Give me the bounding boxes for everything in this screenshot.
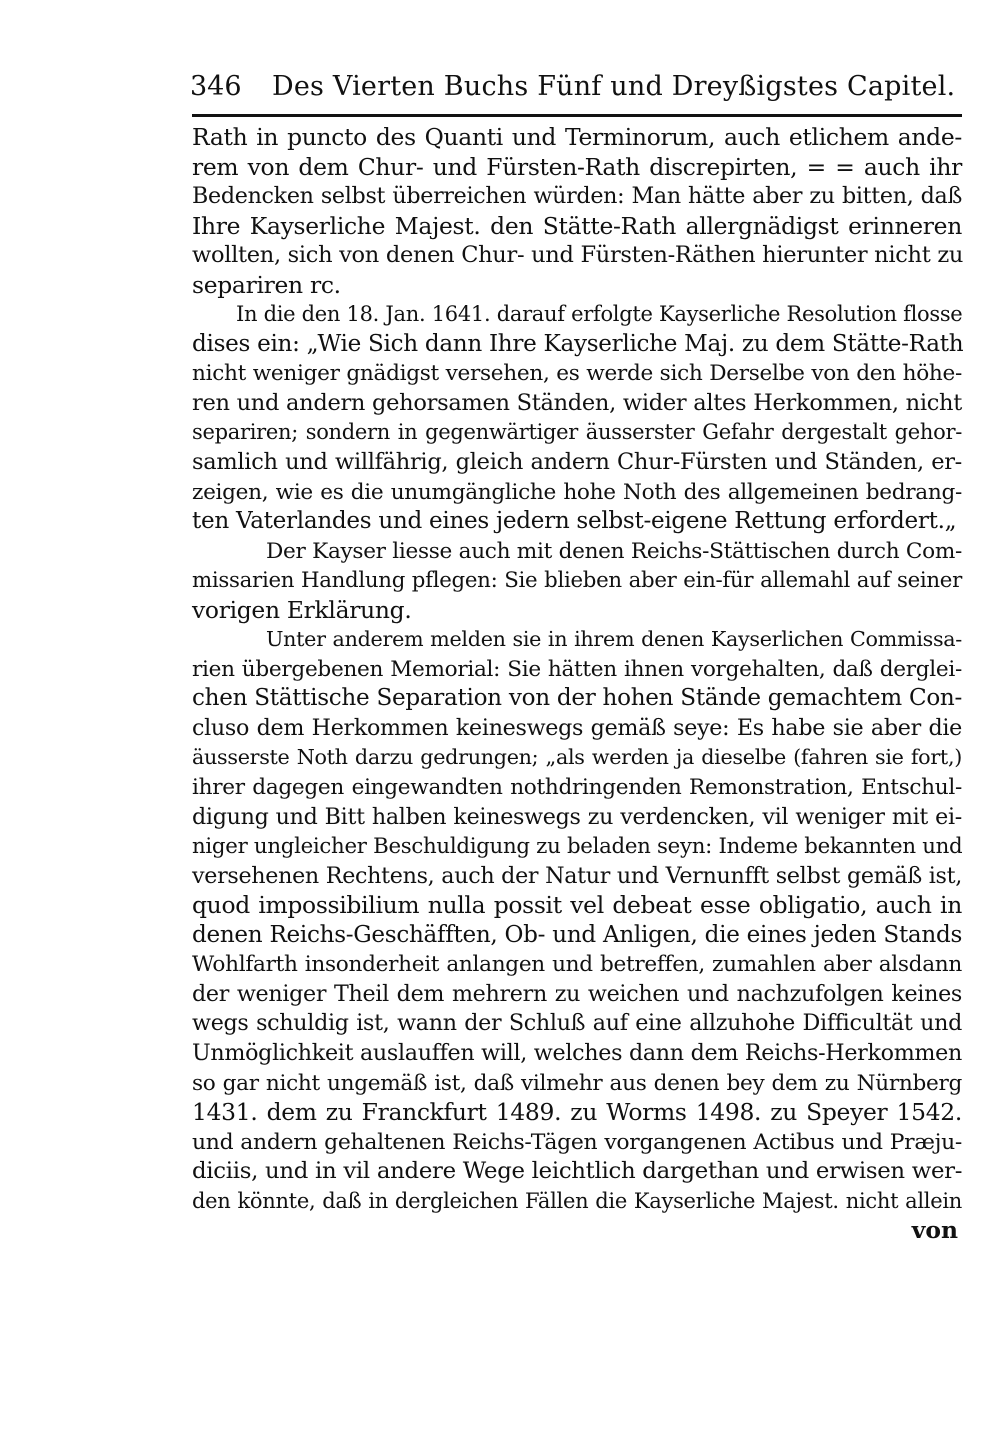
text-line: cluso dem Herkommen keineswegs gemäß seye: Es habe sie aber die: [192, 714, 962, 741]
text-line: den könnte, daß in dergleichen Fällen die Kayserliche Majest. nicht allein: [192, 1188, 962, 1213]
paragraph-start-line: Unter anderem melden sie in ihrem denen Kayserlichen Commissa-: [266, 627, 962, 652]
text-line: rien übergebenen Memorial: Sie hätten ihnen vorgehalten, daß derglei-: [192, 656, 962, 682]
text-line: Bedencken selbst überreichen würden: Man hätte aber zu bitten, daß: [192, 183, 962, 210]
text-line: ren und andern gehorsamen Ständen, wider altes Herkommen, nicht: [192, 389, 962, 416]
text-line: separiren; sondern in gegenwärtiger äusserster Gefahr dergestalt gehor-: [192, 420, 962, 445]
running-head: [192, 60, 962, 117]
text-line: ihrer dagegen eingewandten nothdringenden Remonstration, Entschul-: [192, 775, 962, 801]
text-line: Rath in puncto des Quanti und Terminorum, auch etlichem ande-: [192, 123, 962, 151]
text-line: Wohlfarth insonderheit anlangen und betreffen, zumahlen aber alsdann: [192, 952, 962, 978]
text-line: nicht weniger gnädigst versehen, es werde sich Derselbe von den höhe-: [192, 361, 962, 387]
text-line: separiren rc.: [192, 270, 341, 299]
paragraph-start-line: Der Kayser liesse auch mit denen Reichs-Stättischen durch Com-: [266, 538, 962, 564]
text-line: ten Vaterlandes und eines jedern selbst-eigene Rettung erfordert.„: [192, 508, 957, 535]
running-title: Des Vierten Buchs Fünf und Dreyßigstes Capitel.: [272, 71, 956, 102]
text-line: Unmöglichkeit auslauffen will, welches dann dem Reichs-Herkommen: [192, 1039, 962, 1066]
page-number: 346: [190, 71, 242, 102]
text-line: Ihre Kayserliche Majest. den Stätte-Rath allergnädigst erinneren: [192, 211, 962, 240]
text-line: wollten, sich von denen Chur- und Fürsten-Räthen hierunter nicht zu: [192, 242, 964, 269]
text-line: dises ein: „Wie Sich dann Ihre Kayserliche Maj. zu dem Stätte-Rath: [192, 330, 964, 357]
text-line: der weniger Theil dem mehrern zu weichen und nachzufolgen keines: [192, 980, 962, 1007]
text-line: und andern gehaltenen Reichs-Tägen vorgangenen Actibus und Præju-: [192, 1129, 962, 1155]
text-body: [192, 123, 962, 1246]
text-line: so gar nicht ungemäß ist, daß vilmehr aus denen bey dem zu Nürnberg: [192, 1070, 962, 1096]
text-line: versehenen Rechtens, auch der Natur und Vernunfft selbst gemäß ist,: [192, 862, 962, 889]
text-line: niger ungleicher Beschuldigung zu beladen seyn: Indeme bekannten und: [192, 834, 963, 860]
text-line: denen Reichs-Geschäfften, Ob- und Anligen, die eines jeden Stands: [192, 921, 962, 948]
text-line: rem von dem Chur- und Fürsten-Rath discrepirten, = = auch ihr: [192, 152, 962, 181]
text-line: wegs schuldig ist, wann der Schluß auf eine allzuhohe Difficultät und: [192, 1010, 962, 1037]
paragraph-start-line: In die den 18. Jan. 1641. darauf erfolgte Kayserliche Resolution flosse: [236, 302, 963, 327]
text-line: samlich und willfährig, gleich andern Chur-Fürsten und Ständen, er-: [192, 449, 962, 476]
text-line: äusserste Noth darzu gedrungen; „als werden ja dieselbe (fahren sie fort,): [192, 745, 962, 770]
text-line: chen Stättische Separation von der hohen Stände gemachtem Con-: [192, 685, 962, 712]
text-line: diciis, und in vil andere Wege leichtlich dargethan und erwisen wer-: [192, 1158, 963, 1185]
text-line: 1431. dem zu Franckfurt 1489. zu Worms 1498. zu Speyer 1542.: [192, 1098, 962, 1127]
text-line: quod impossibilium nulla possit vel debeat esse obligatio, auch in: [192, 891, 962, 920]
catchword: von: [911, 1216, 958, 1245]
text-line: zeigen, wie es die unumgängliche hohe Noth des allgemeinen bedrang-: [192, 479, 962, 505]
text-line: vorigen Erklärung.: [192, 595, 412, 624]
text-line: digung und Bitt halben keineswegs zu verdencken, vil weniger mit ei-: [192, 803, 962, 830]
book-page: [192, 60, 962, 1410]
text-line: missarien Handlung pflegen: Sie blieben aber ein-für allemahl auf seiner: [192, 568, 962, 594]
